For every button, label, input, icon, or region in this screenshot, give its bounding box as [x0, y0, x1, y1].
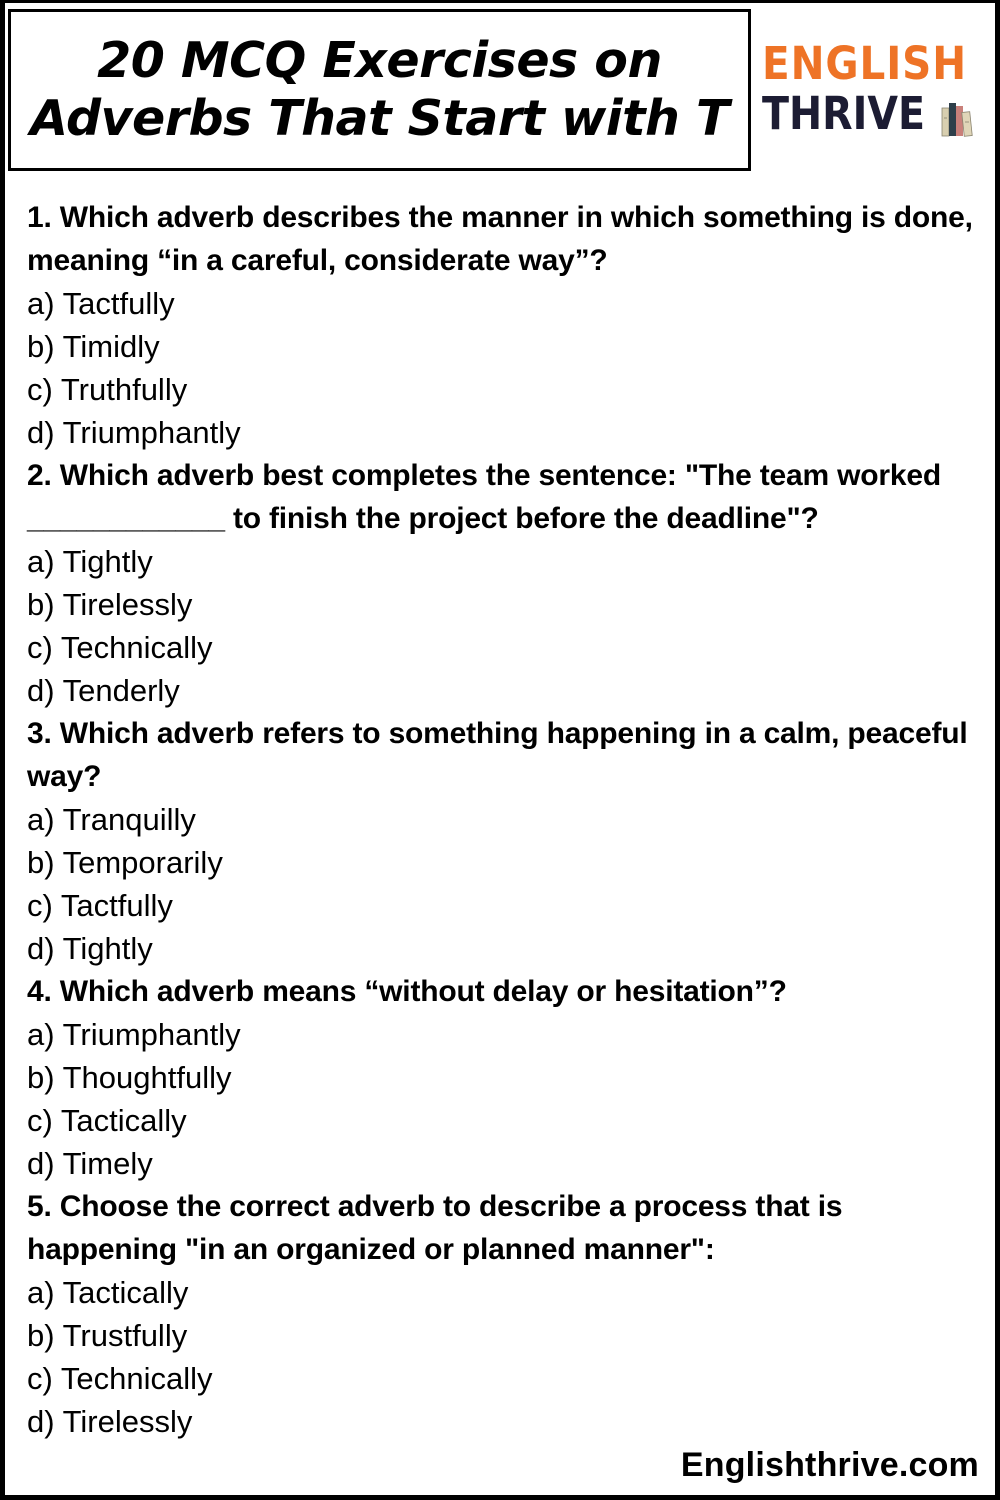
- page-title-line-1: 20 MCQ Exercises on: [97, 32, 662, 89]
- question-text: 3. Which adverb refers to something happening in a calm, peaceful way?: [27, 717, 968, 793]
- option-a[interactable]: a) Tactfully: [27, 286, 175, 321]
- question-text: 1. Which adverb describes the manner in which something is done, meaning “in a careful, considerate way”?: [27, 201, 973, 277]
- option-b[interactable]: b) Temporarily: [27, 845, 223, 880]
- option-c[interactable]: c) Tactically: [27, 1103, 187, 1138]
- question-2: [27, 454, 977, 712]
- option-d[interactable]: d) Tirelessly: [27, 1404, 193, 1439]
- option-a[interactable]: a) Tactically: [27, 1275, 189, 1310]
- question-text: 4. Which adverb means “without delay or hesitation”?: [27, 975, 787, 1008]
- option-c[interactable]: c) Technically: [27, 1361, 213, 1396]
- option-c[interactable]: c) Truthfully: [27, 372, 188, 407]
- question-3: [27, 712, 977, 970]
- option-c[interactable]: c) Technically: [27, 630, 213, 665]
- site-url[interactable]: Englishthrive.com: [680, 1446, 979, 1484]
- question-text: 2. Which adverb best completes the sentence: "The team worked ____________ to finish the project before the deadline"?: [27, 459, 941, 535]
- english-thrive-logo: [762, 38, 982, 148]
- option-d[interactable]: d) Tenderly: [27, 673, 180, 708]
- page-title-line-2: Adverbs That Start with T: [30, 90, 729, 147]
- option-a[interactable]: a) Tranquilly: [27, 802, 196, 837]
- books-icon: [940, 98, 978, 138]
- option-d[interactable]: d) Triumphantly: [27, 415, 241, 450]
- question-5: [27, 1185, 977, 1443]
- question-4: [27, 970, 977, 1185]
- question-list: [27, 196, 977, 1443]
- option-b[interactable]: b) Timidly: [27, 329, 160, 364]
- question-1: [27, 196, 977, 454]
- option-d[interactable]: d) Tightly: [27, 931, 153, 966]
- logo-word-english: ENGLISH: [762, 37, 968, 90]
- logo-word-thrive: THRIVE: [762, 87, 926, 140]
- option-a[interactable]: a) Tightly: [27, 544, 153, 579]
- option-d[interactable]: d) Timely: [27, 1146, 153, 1181]
- option-a[interactable]: a) Triumphantly: [27, 1017, 241, 1052]
- option-b[interactable]: b) Trustfully: [27, 1318, 188, 1353]
- option-b[interactable]: b) Tirelessly: [27, 587, 193, 622]
- option-c[interactable]: c) Tactfully: [27, 888, 173, 923]
- title-box: [8, 9, 751, 171]
- question-text: 5. Choose the correct adverb to describe a process that is happening "in an organized or planned manner":: [27, 1190, 843, 1266]
- option-b[interactable]: b) Thoughtfully: [27, 1060, 232, 1095]
